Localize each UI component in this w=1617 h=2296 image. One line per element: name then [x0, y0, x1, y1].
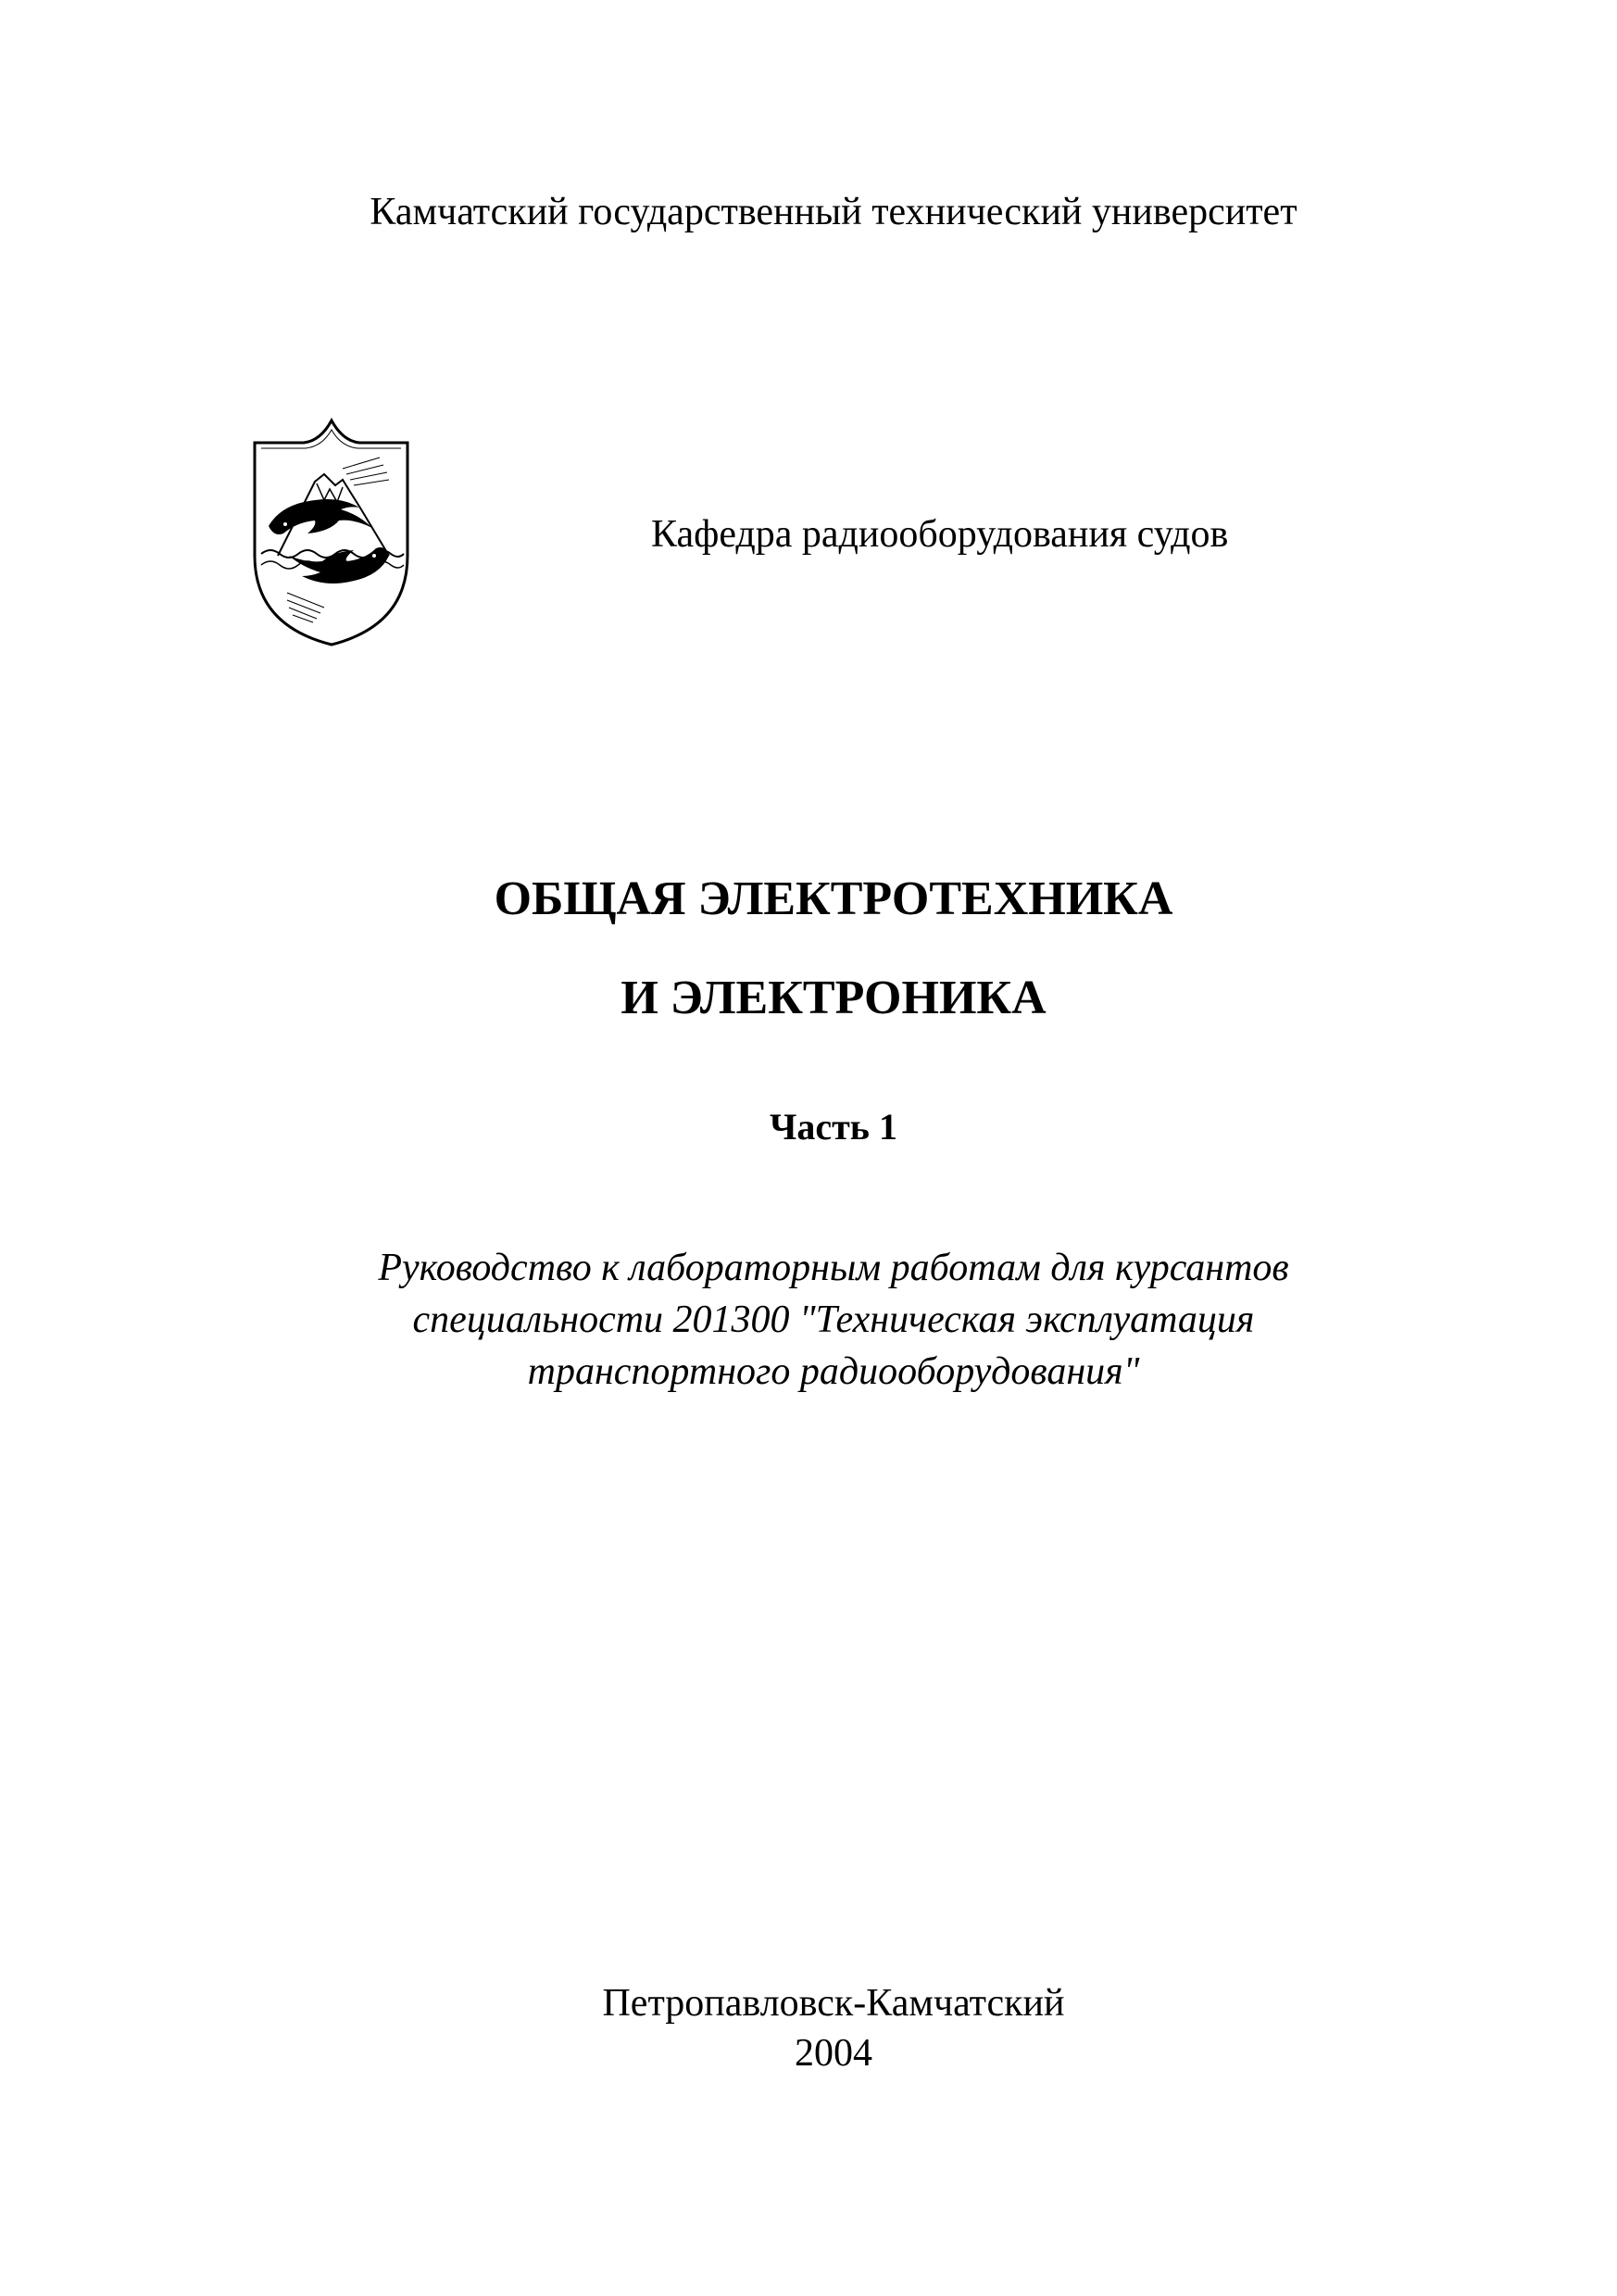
university-emblem-icon: [250, 417, 412, 648]
university-name: Камчатский государственный технический университет: [370, 191, 1297, 233]
department-name: Кафедра радиооборудования судов: [651, 513, 1229, 556]
subtitle-line-2: специальности 201300 "Техническая эксплуатация: [412, 1299, 1255, 1341]
subtitle-line-1: Руководство к лабораторным работам для курсантов: [378, 1247, 1289, 1289]
publication-year: 2004: [795, 2032, 872, 2075]
subtitle-line-3: транспортного радиооборудования": [527, 1350, 1140, 1393]
title-line-2: И ЭЛЕКТРОНИКА: [620, 972, 1047, 1024]
title-line-1: ОБЩАЯ ЭЛЕКТРОТЕХНИКА: [494, 872, 1173, 925]
publication-city: Петропавловск-Камчатский: [602, 1982, 1065, 2025]
part-label: Часть 1: [770, 1106, 897, 1148]
